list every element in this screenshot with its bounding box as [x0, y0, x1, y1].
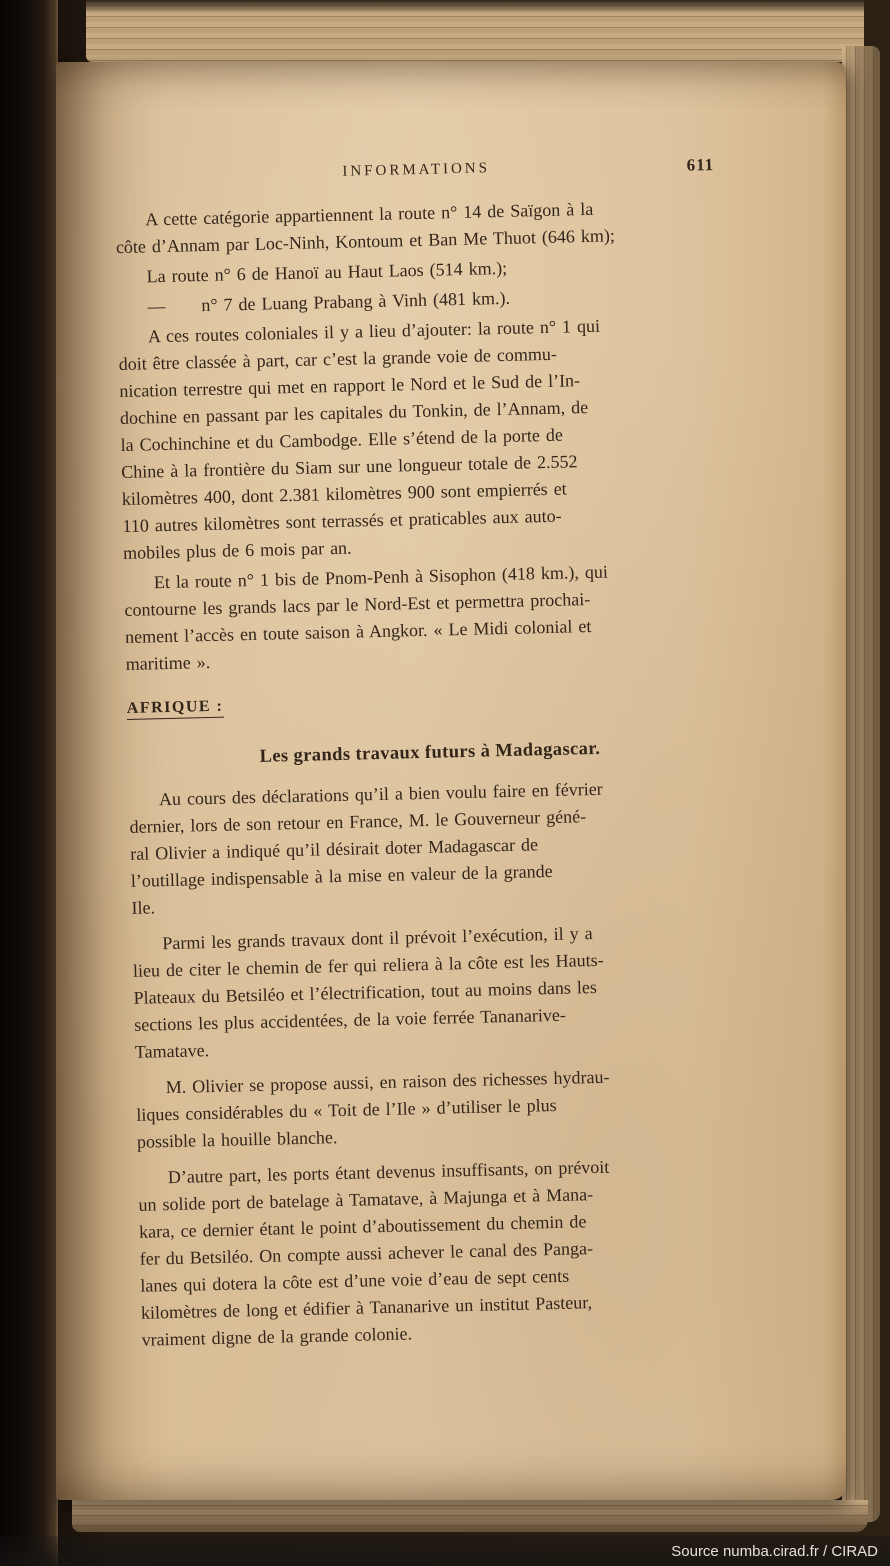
paragraph-madagascar-4: D’autre part, les ports étant devenus insuffisants, on prévoit un solide port de batelage à Tamatave, à Majunga et à Mana- kara, ce dernier étant le point d’aboutissement du chemin de fer du Betsiléo. On compte aussi achever le canal des Panga- lanes qui dotera la côte est d’une voie d’eau de sept cents kilomètres de long et édifier à Tananarive un institut Pasteur, vraiment digne de la grande colonie. — [138, 1156, 610, 1350]
header-title: INFORMATIONS — [342, 160, 491, 180]
paragraph-madagascar-2: Parmi les grands travaux dont il prévoit l’exécution, il y a lieu de citer le chemin de fer qui reliera à la côte est les Hauts- Plateaux du Betsiléo et l’électrification, tout au moins dans les sections les plus accidentées, de la voie ferrée Tananarive- Tamatave. — [132, 923, 604, 1062]
paragraph-route-7: — n° 7 de Luang Prabang à Vinh (481 km.). — [147, 287, 511, 317]
paragraph-madagascar-1: Au cours des déclarations qu’il a bien voulu faire en février dernier, lors de son retour en France, M. le Gouverneur géné- ral Olivier a indiqué qu’il désirait doter Madagascar de l’outillage indispensable à la mise en valeur de la grande Ile. — [129, 778, 603, 918]
article-heading: Les grands travaux futurs à Madagascar. — [259, 738, 601, 767]
page-right-edges — [842, 46, 880, 1522]
page-surface — [56, 62, 846, 1500]
paragraph-route-6: La route n° 6 de Hanoï au Haut Laos (514 km.); — [146, 257, 508, 287]
paragraph-madagascar-3: M. Olivier se propose aussi, en raison des richesses hydrau- liques considérables du « Toit de l’Ile » d’utiliser le plus possible la houille blanche. — [136, 1066, 610, 1152]
paragraph-routes-intro: A cette catégorie appartiennent la route n° 14 de Saïgon à la côte d’Annam par Loc-Ninh, Kontoum et Ban Me Thuot (646 km); — [115, 198, 616, 258]
page-text — [114, 155, 746, 1363]
source-attribution-bar — [0, 1536, 890, 1566]
book-spine — [0, 0, 58, 1566]
section-label-afrique — [127, 686, 731, 718]
source-text: Source numba.cirad.fr / CIRAD — [671, 1542, 878, 1560]
running-header — [114, 155, 718, 193]
page-number: 611 — [686, 154, 715, 175]
paragraph-route-1: A ces routes coloniales il y a lieu d’ajouter: la route n° 1 qui doit être classée à part, car c’est la grande voie de commu- nication terrestre qui met en rapport le Nord et le Sud de l’In- dochine en passant par les capitales du Tonkin, de l’Annam, de la Cochinchine et du Cambodge. Elle s’étend de la porte de Chine à la frontière du Siam sur une longueur totale de 2.552 kilomètres 400, dont 2.381 kilomètres 900 sont empierrés et 110 autres kilomètres sont terrassés et praticables aux auto- mobiles plus de 6 mois par an. — [118, 315, 601, 564]
paragraph-route-1bis: Et la route n° 1 bis de Pnom-Penh à Sisophon (418 km.), qui contourne les grands lacs par le Nord-Est et permettra prochai- nement l’accès en toute saison à Angkor. « Le Midi colonial et maritime ». — [124, 561, 609, 674]
section-label-text: AFRIQUE : — [127, 698, 224, 720]
page-bottom-edges — [72, 1500, 868, 1532]
page-top-edges — [86, 0, 864, 62]
